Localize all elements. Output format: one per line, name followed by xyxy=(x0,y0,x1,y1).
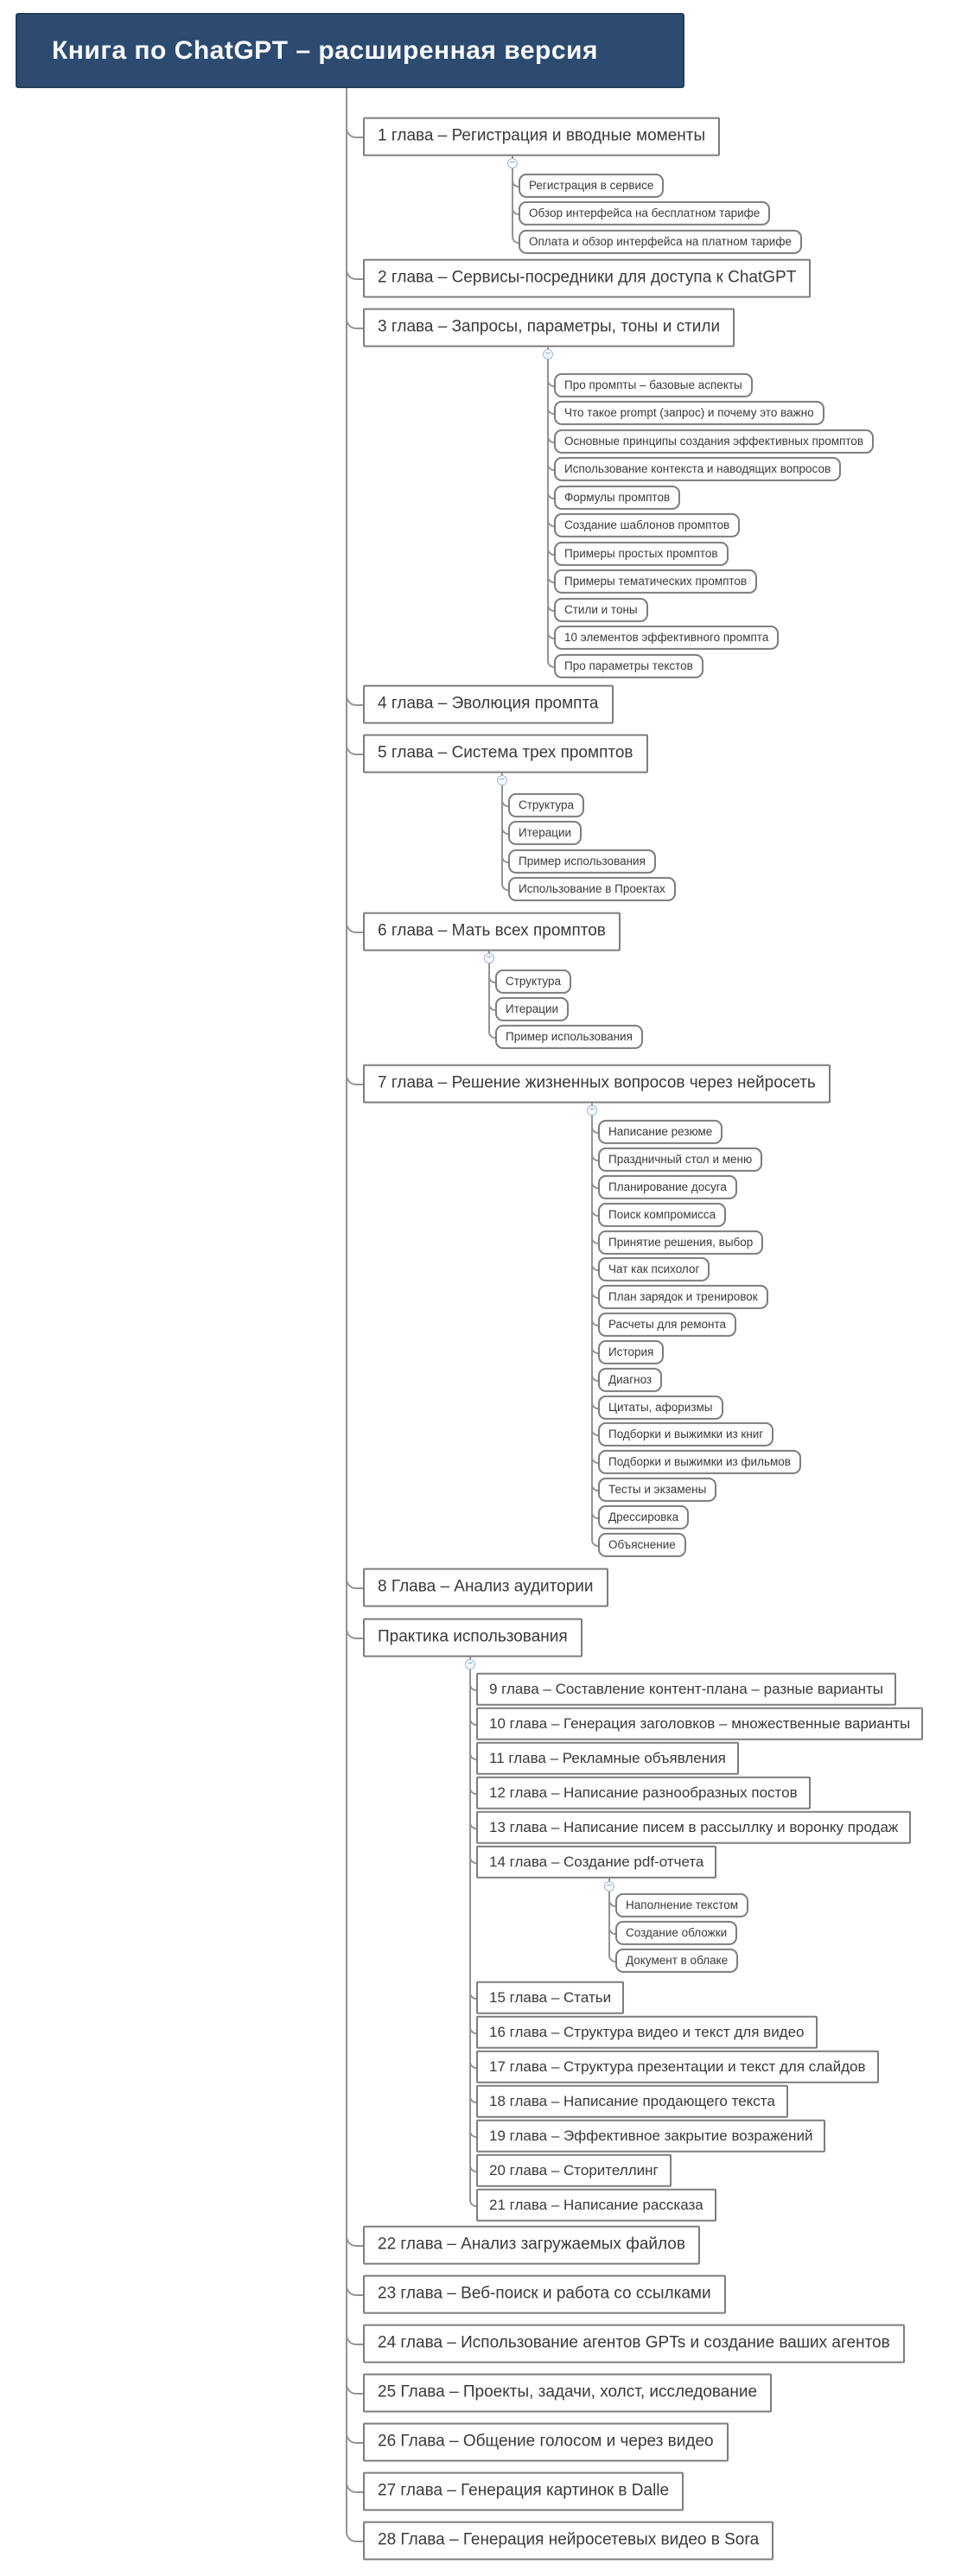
node-subtopic[interactable]: Регистрация в сервисе xyxy=(519,174,664,198)
branch-connector xyxy=(547,347,549,658)
node-chapter-25[interactable]: 25 Глава – Проекты, задачи, холст, исследование xyxy=(363,2374,772,2413)
collapse-icon[interactable]: − xyxy=(587,1105,597,1116)
node-subtopic[interactable]: Цитаты, афоризмы xyxy=(598,1396,723,1420)
node-chapter-21[interactable]: 21 глава – Написание рассказа xyxy=(476,2189,716,2222)
node-chapter-28[interactable]: 28 Глава – Генерация нейросетевых видео в Sora xyxy=(363,2522,773,2560)
node-subtopic[interactable]: Праздничный стол и меню xyxy=(598,1148,762,1172)
node-subtopic[interactable]: План зарядок и тренировок xyxy=(598,1285,768,1309)
node-subtopic[interactable]: Итерации xyxy=(508,821,582,845)
connector-elbow xyxy=(346,314,365,329)
node-chapter-13[interactable]: 13 глава – Написание писем в рассыллку и воронку продаж xyxy=(476,1811,911,1844)
node-chapter-5[interactable]: 5 глава – Система трех промптов xyxy=(363,735,648,773)
node-chapter-18[interactable]: 18 глава – Написание продающего текста xyxy=(476,2085,788,2118)
connector-elbow xyxy=(346,918,365,933)
node-subtopic[interactable]: Пример использования xyxy=(508,849,656,874)
connector-elbow xyxy=(346,2231,365,2247)
node-chapter-22[interactable]: 22 глава – Анализ загружаемых файлов xyxy=(363,2226,700,2265)
connector-elbow xyxy=(346,2527,365,2542)
connector-elbow xyxy=(346,1574,365,1589)
node-chapter-23[interactable]: 23 глава – Веб-поиск и работа со ссылками xyxy=(363,2275,726,2314)
node-subtopic[interactable]: Объяснение xyxy=(598,1533,686,1557)
node-subtopic[interactable]: Пример использования xyxy=(495,1025,643,1049)
node-subtopic[interactable]: Про параметры текстов xyxy=(554,654,703,678)
node-chapter-14[interactable]: 14 глава – Создание pdf-отчета xyxy=(476,1846,716,1879)
node-subtopic[interactable]: Написание резюме xyxy=(598,1120,723,1144)
collapse-icon[interactable]: − xyxy=(497,775,507,786)
connector-elbow xyxy=(346,2379,365,2395)
node-subtopic[interactable]: Наполнение текстом xyxy=(615,1893,748,1918)
node-subtopic[interactable]: Структура xyxy=(508,793,584,817)
connector-elbow xyxy=(346,123,365,138)
node-chapter-4[interactable]: 4 глава – Эволюция промпта xyxy=(363,685,614,724)
collapse-icon[interactable]: − xyxy=(543,349,553,359)
node-subtopic[interactable]: Дрессировка xyxy=(598,1505,689,1530)
collapse-icon[interactable]: − xyxy=(507,158,518,169)
node-subtopic[interactable]: Подборки и выжимки из фильмов xyxy=(598,1450,801,1474)
node-subtopic[interactable]: Использование в Проектах xyxy=(508,877,676,901)
node-subtopic[interactable]: Основные принципы создания эффективных промптов xyxy=(554,429,874,454)
node-chapter-12[interactable]: 12 глава – Написание разнообразных постов xyxy=(476,1777,811,1810)
node-subtopic[interactable]: Что такое prompt (запрос) и почему это важно xyxy=(554,401,824,425)
node-subtopic[interactable]: Тесты и экзамены xyxy=(598,1478,716,1502)
node-subtopic[interactable]: Чат как психолог xyxy=(598,1257,710,1282)
connector-elbow xyxy=(346,2477,365,2493)
connector-elbow xyxy=(346,264,365,280)
node-chapter-8[interactable]: 8 Глава – Анализ аудитории xyxy=(363,1568,608,1607)
node-subtopic[interactable]: Формулы промптов xyxy=(554,486,680,510)
node-subtopic[interactable]: История xyxy=(598,1340,664,1364)
node-subtopic[interactable]: Принятие решения, выбор xyxy=(598,1231,763,1255)
node-subtopic[interactable]: Поиск компромисса xyxy=(598,1203,726,1227)
node-chapter-16[interactable]: 16 глава – Структура видео и текст для видео xyxy=(476,2016,818,2049)
node-chapter-7[interactable]: 7 глава – Решение жизненных вопросов через нейросеть xyxy=(363,1065,831,1104)
trunk-connector xyxy=(346,88,347,2528)
node-chapter-9[interactable]: 9 глава – Составление контент-плана – разные варианты xyxy=(476,1673,896,1706)
connector-elbow xyxy=(346,2280,365,2296)
connector-elbow xyxy=(346,2428,365,2444)
connector-elbow xyxy=(346,1624,365,1639)
node-chapter-10[interactable]: 10 глава – Генерация заголовков – множественные варианты xyxy=(476,1708,923,1740)
node-subtopic[interactable]: Создание шаблонов промптов xyxy=(554,513,740,537)
node-subtopic[interactable]: Примеры тематических промптов xyxy=(554,569,757,594)
node-chapter-26[interactable]: 26 Глава – Общение голосом и через видео xyxy=(363,2423,729,2462)
connector-elbow xyxy=(346,740,365,755)
collapse-icon[interactable]: − xyxy=(604,1881,614,1892)
node-chapter-24[interactable]: 24 глава – Использование агентов GPTs и создание ваших агентов xyxy=(363,2325,905,2363)
branch-connector xyxy=(469,1657,471,2197)
node-chapter-11[interactable]: 11 глава – Рекламные объявления xyxy=(476,1742,739,1775)
node-subtopic[interactable]: Создание обложки xyxy=(615,1921,737,1945)
node-subtopic[interactable]: Итерации xyxy=(495,997,569,1021)
node-subtopic[interactable]: Использование контекста и наводящих вопросов xyxy=(554,457,841,481)
node-subtopic[interactable]: Расчеты для ремонта xyxy=(598,1313,736,1337)
node-subtopic[interactable]: Про промпты – базовые аспекты xyxy=(554,373,753,398)
node-subtopic[interactable]: Обзор интерфейса на бесплатном тарифе xyxy=(519,201,770,226)
node-chapter-6[interactable]: 6 глава – Мать всех промптов xyxy=(363,913,621,951)
connector-elbow xyxy=(346,2330,365,2345)
node-subtopic[interactable]: Структура xyxy=(495,970,571,994)
node-chapter-27[interactable]: 27 глава – Генерация картинок в Dalle xyxy=(363,2472,684,2511)
collapse-icon[interactable]: − xyxy=(484,953,494,964)
node-chapter-19[interactable]: 19 глава – Эффективное закрытие возражений xyxy=(476,2120,825,2153)
node-subtopic[interactable]: Подборки и выжимки из книг xyxy=(598,1422,773,1447)
node-subtopic[interactable]: Диагноз xyxy=(598,1368,662,1392)
connector-elbow xyxy=(346,1070,365,1085)
node-subtopic[interactable]: Стили и тоны xyxy=(554,598,648,622)
node-chapter-2[interactable]: 2 глава – Сервисы-посредники для доступа к ChatGPT xyxy=(363,259,811,298)
node-subtopic[interactable]: Оплата и обзор интерфейса на платном тарифе xyxy=(519,230,802,254)
node-subtopic[interactable]: 10 элементов эффективного промпта xyxy=(554,626,779,650)
node-chapter-20[interactable]: 20 глава – Сторителлинг xyxy=(476,2154,672,2187)
node-subtopic[interactable]: Планирование досуга xyxy=(598,1175,737,1199)
node-chapter-3[interactable]: 3 глава – Запросы, параметры, тоны и стили xyxy=(363,308,735,347)
root-topic[interactable]: Книга по ChatGPT – расширенная версия xyxy=(16,13,684,88)
node-chapter-15[interactable]: 15 глава – Статьи xyxy=(476,1981,624,2014)
node-practice[interactable]: Практика использования xyxy=(363,1619,582,1657)
connector-elbow xyxy=(346,690,365,706)
node-chapter-17[interactable]: 17 глава – Структура презентации и текст для слайдов xyxy=(476,2051,879,2083)
collapse-icon[interactable]: − xyxy=(465,1659,475,1670)
node-subtopic[interactable]: Документ в облаке xyxy=(615,1949,738,1973)
node-subtopic[interactable]: Примеры простых промптов xyxy=(554,542,729,566)
node-chapter-1[interactable]: 1 глава – Регистрация и вводные моменты xyxy=(363,118,720,156)
